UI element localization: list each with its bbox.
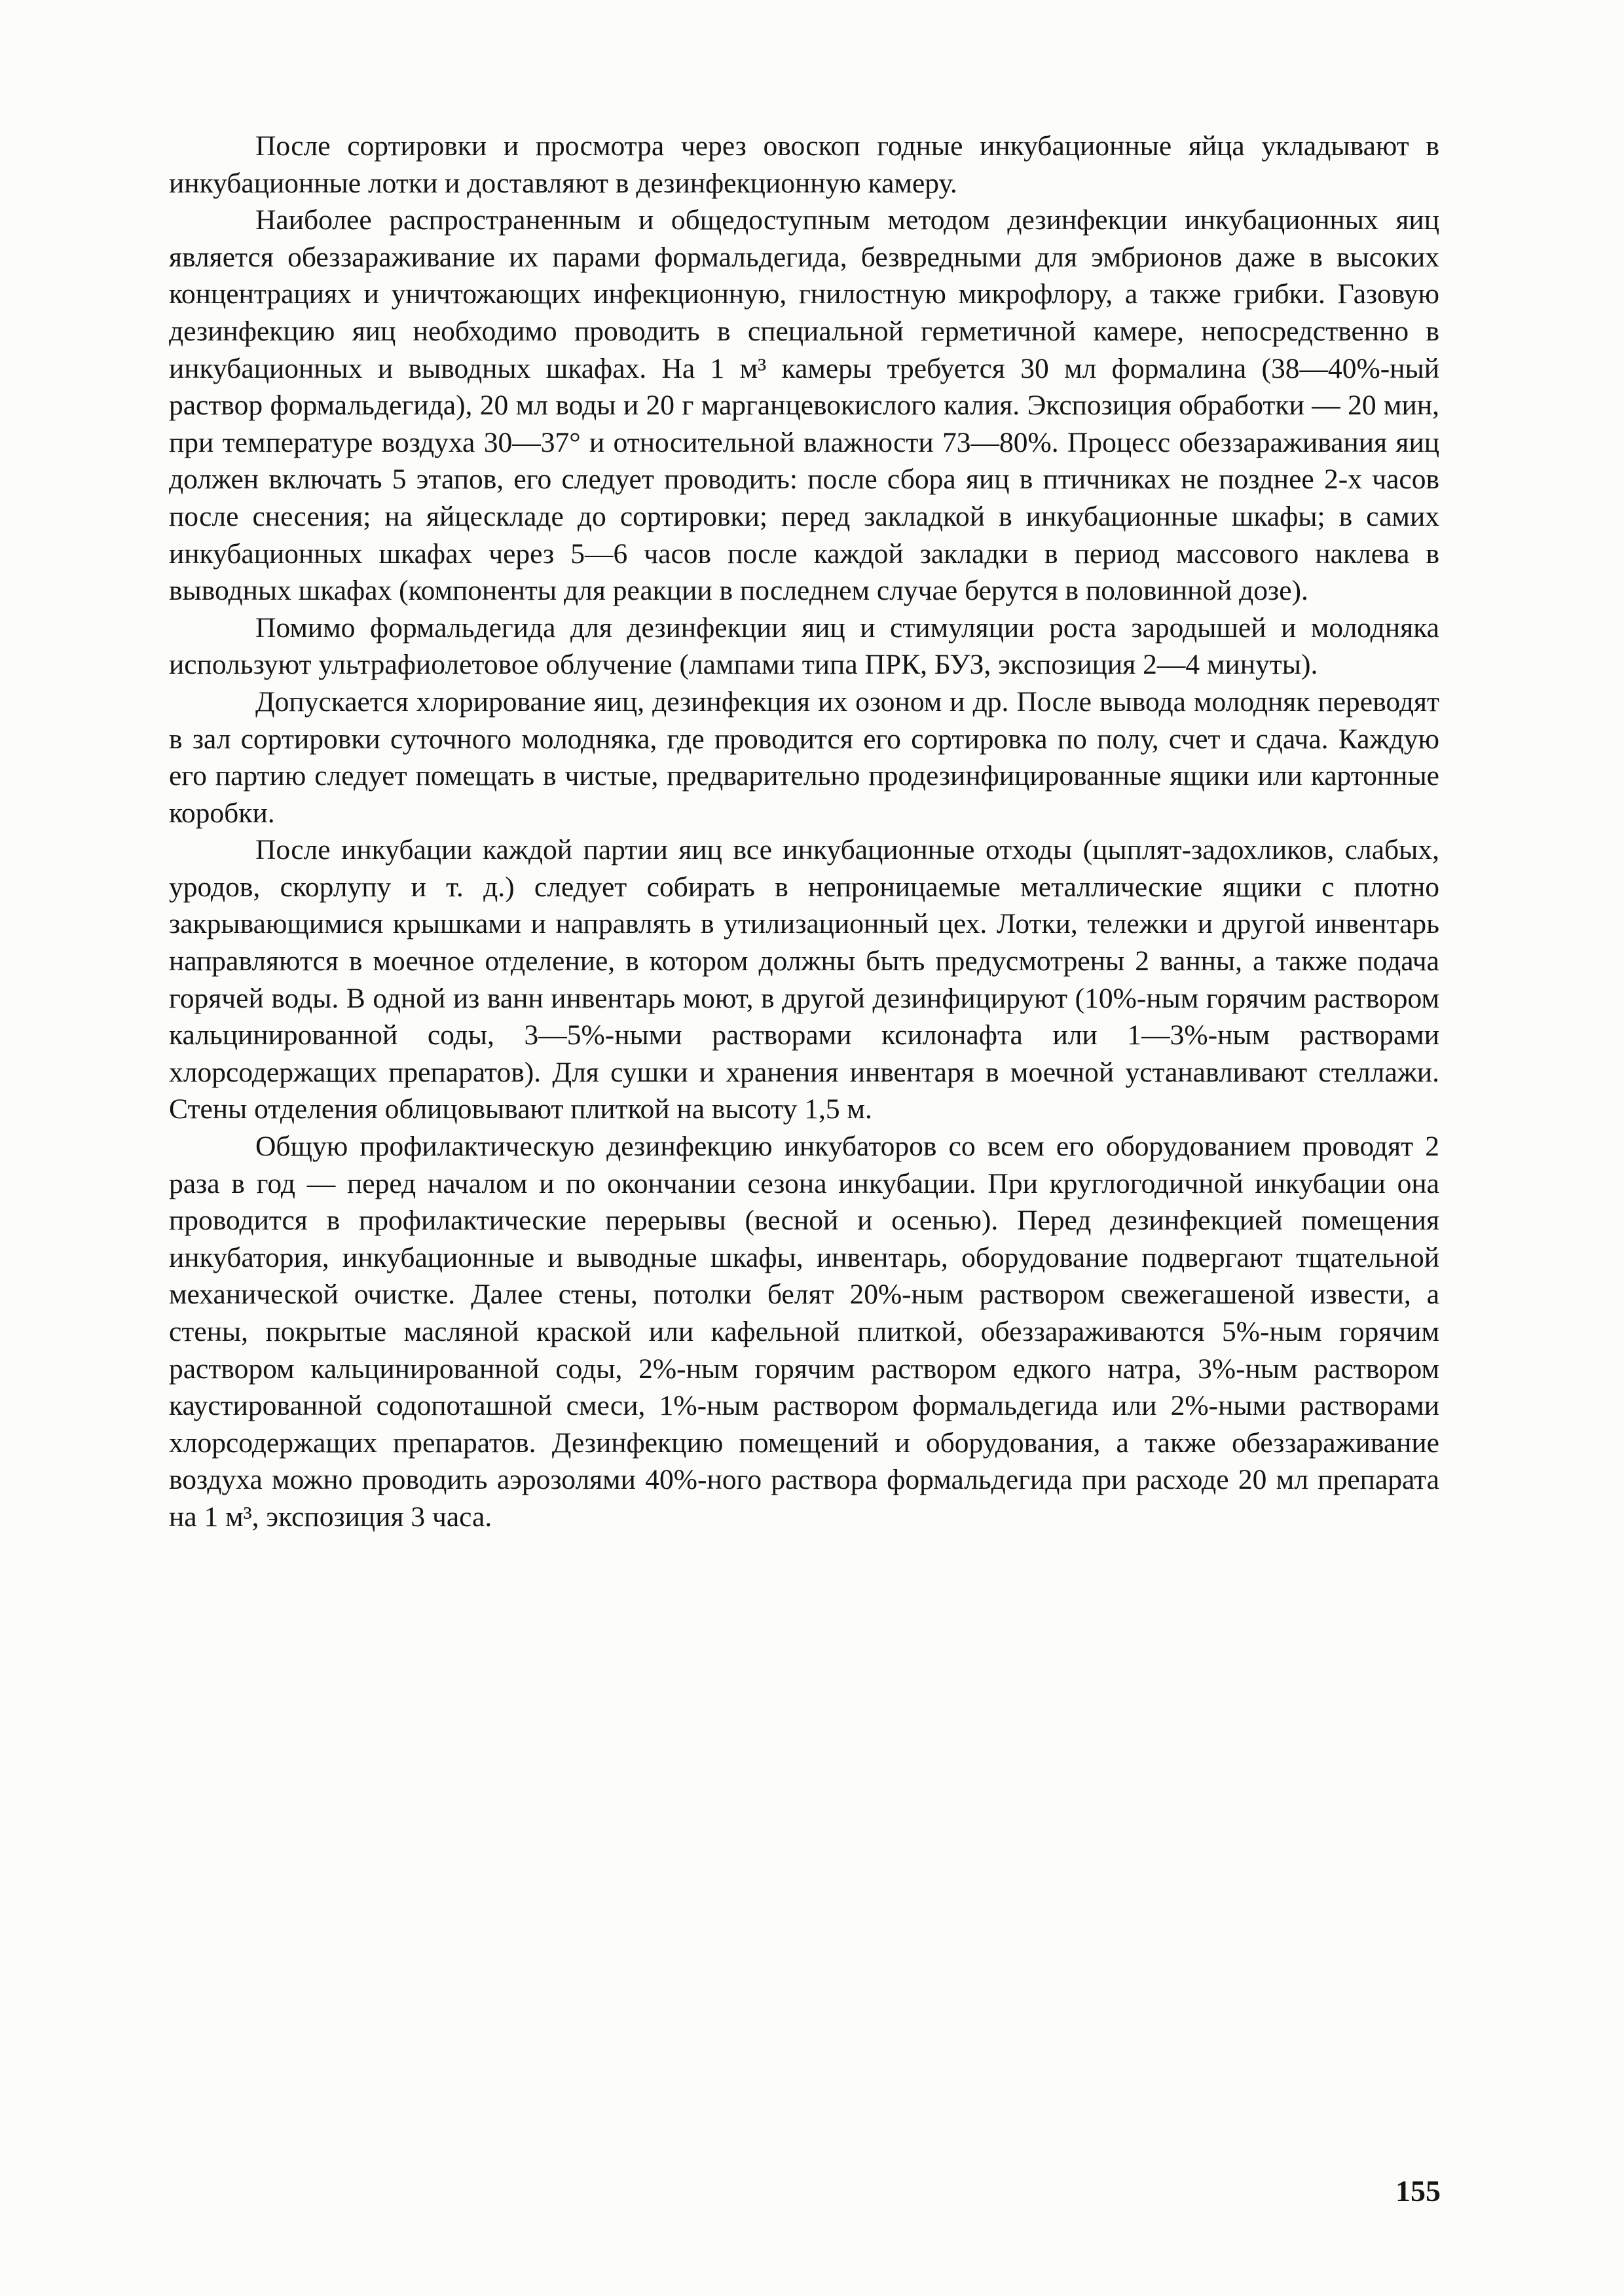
paragraph-4: Допускается хлорирование яиц, дезинфекция их озоном и др. После вывода молодняк переводят в зал сортировки суточного молодняка, где проводится его сортировка по полу, счет и сдача. Каждую его партию следует помещать в чистые, предварительно продезинфицированные ящики или картонные коробки. — [169, 685, 1439, 829]
paragraph-6: Общую профилактическую дезинфекцию инкубаторов со всем его оборудованием проводят 2 раза в год — перед началом и по окончании сезона инкубации. При круглогодичной инкубации она проводится в профилактические перерывы (весной и осенью). Перед дезинфекцией помещения инкубатория, инкубационные и выводные шкафы, инвентарь, оборудование подвергают тщательной механической очистке. Далее стены, потолки белят 20%-ным раствором свежегашеной извести, а стены, покрытые масляной краской или кафельной плиткой, обеззараживаются 5%-ным горячим раствором кальцинированной соды, 2%-ным горячим раствором едкого натра, 3%-ным раствором каустированной содопоташной смеси, 1%-ным раствором формальдегида или 2%-ными растворами хлорсодержащих препаратов. Дезинфекцию помещений и оборудования, а также обеззараживание воздуха можно проводить аэрозолями 40%-ного раствора формальдегида при расходе 20 мл препарата на 1 м³, экспозиция 3 часа. — [169, 1131, 1439, 1533]
paragraph-2: Наиболее распространенным и общедоступным методом дезинфекции инкубационных яиц является обеззараживание их парами формальдегида, безвредными для эмбрионов даже в высоких концентрациях и уничтожающих инфекционную, гнилостную микрофлору, а также грибки. Газовую дезинфекцию яиц необходимо проводить в специальной герметичной камере, непосредственно в инкубационных и выводных шкафах. На 1 м³ камеры требуется 30 мл формалина (38—40%-ный раствор формальдегида), 20 мл воды и 20 г марганцевокислого калия. Экспозиция обработки — 20 мин, при температуре воздуха 30—37° и относительной влажности 73—80%. Процесс обеззараживания яиц должен включать 5 этапов, его следует проводить: после сбора яиц в птичниках не позднее 2-х часов после снесения; на яйцескладе до сортировки; перед закладкой в инкубационные шкафы; в самих инкубационных шкафах через 5—6 часов после каждой закладки в период массового наклева в выводных шкафах (компоненты для реакции в последнем случае берутся в половинной дозе). — [169, 204, 1439, 607]
body-text — [169, 128, 1439, 1536]
page-number: 155 — [1395, 2174, 1441, 2208]
paragraph-5: После инкубации каждой партии яиц все инкубационные отходы (цыплят-задохликов, слабых, уродов, скорлупу и т. д.) следует собирать в непроницаемые металлические ящики с плотно закрывающимися крышками и направлять в утилизационный цех. Лотки, тележки и другой инвентарь направляются в моечное отделение, в котором должны быть предусмотрены 2 ванны, а также подача горячей воды. В одной из ванн инвентарь моют, в другой дезинфицируют (10%-ным горячим раствором кальцинированной соды, 3—5%-ными растворами ксилонафта или 1—3%-ным растворами хлорсодержащих препаратов). Для сушки и хранения инвентаря в моечной устанавливают стеллажи. Стены отделения облицовывают плиткой на высоту 1,5 м. — [169, 834, 1439, 1125]
paragraph-1: После сортировки и просмотра через овоскоп годные инкубационные яйца укладывают в инкубационные лотки и доставляют в дезинфекционную камеру. — [169, 130, 1439, 199]
paragraph-3: Помимо формальдегида для дезинфекции яиц и стимуляции роста зародышей и молодняка используют ультрафиолетовое облучение (лампами типа ПРК, БУЗ, экспозиция 2—4 минуты). — [169, 611, 1439, 681]
